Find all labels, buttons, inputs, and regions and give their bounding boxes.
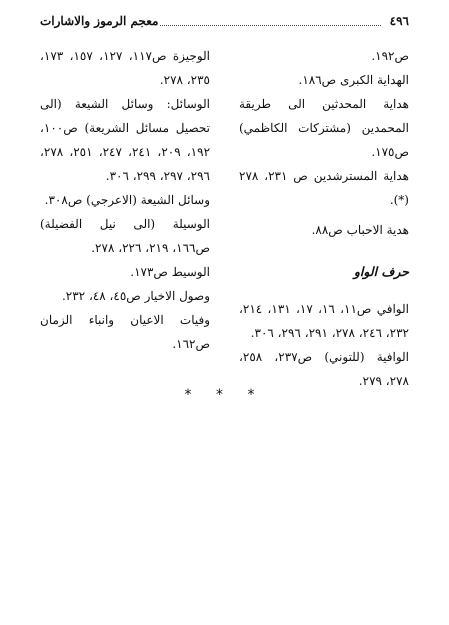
index-entry: وسائل الشيعة (الاعرجي) ص٣٠٨.: [44, 193, 210, 207]
index-entry: ص١٩٢.: [371, 49, 409, 63]
index-entry: الهداية الكبرى ص١٨٦.: [298, 73, 409, 87]
index-entry: هدية الاحباب ص٨٨.: [311, 223, 409, 237]
running-title: معجم الرموز والاشارات: [40, 14, 159, 28]
index-entry: الوسيلة (الى نيل الفضيلة) ص١٦٦، ٢١٩، ٢٢٦، ٢٧٨.: [40, 217, 210, 255]
index-entry: وفيات الاعيان وانباء الزمان ص١٦٢.: [40, 313, 210, 351]
index-entry: الوسيط ص١٧٣.: [130, 265, 210, 279]
index-columns: [40, 44, 409, 393]
index-entry: الوافي ص١١، ١٦، ١٧، ١٣١، ٢١٤، ٢٣٢، ٢٤٦، ٢٧٨، ٢٩١، ٢٩٦، ٣٠٦.: [239, 301, 409, 340]
left-column: [40, 44, 210, 393]
running-header: [40, 14, 409, 34]
index-entry: الوافية (للتوني) ص٢٣٧، ٢٥٨، ٢٧٨، ٢٧٩.: [239, 349, 410, 388]
section-heading: حرف الواو: [353, 264, 409, 279]
index-entry: هداية المسترشدين ص ٢٣١، ٢٧٨ (*).: [239, 169, 410, 207]
page-number: ٤٩٦: [389, 14, 409, 28]
index-entry: الوسائل: وسائل الشيعة (الى تحصيل مسائل الشريعة) ص١٠٠، ١٩٢، ٢٠٩، ٢٤١، ٢٤٧، ٢٥١، ٢٧٨، ٢٩٦، ٢٩٧، ٢٩٩، ٣٠٦.: [40, 97, 211, 183]
index-entry: وصول الاخيار ص٤٥، ٤٨، ٢٣٢.: [61, 289, 210, 303]
right-column: [239, 44, 409, 393]
index-entry: الوجيزة ص١١٧، ١٢٧، ١٥٧، ١٧٣، ٢٣٥، ٢٧٨.: [40, 49, 211, 87]
index-entry: هداية المحدثين الى طريقة المحمدين (مشتركات الكاظمي) ص١٧٥.: [239, 97, 409, 159]
header-dotted-leader: [160, 25, 381, 26]
section-end-ornament: * * *: [184, 387, 265, 403]
